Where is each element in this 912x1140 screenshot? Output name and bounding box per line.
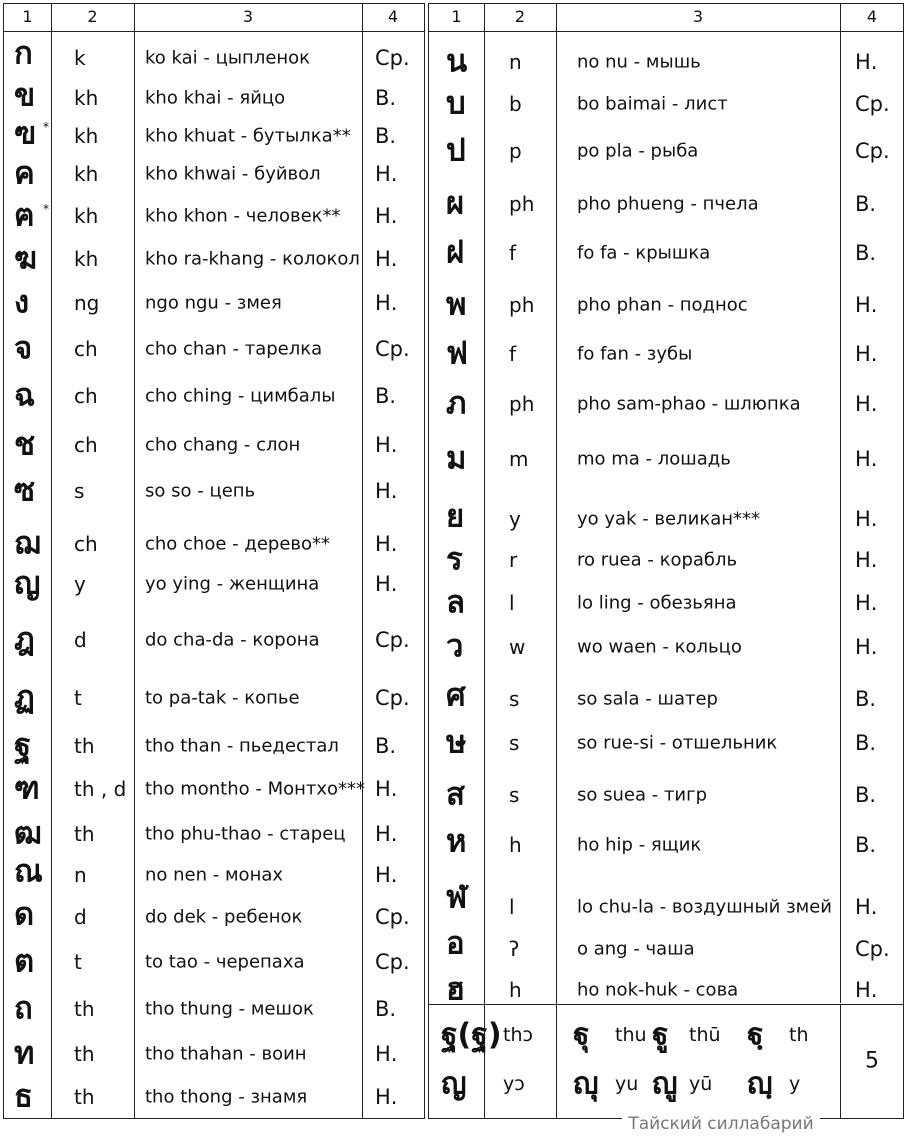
footer-divider [429, 1004, 903, 1005]
letter-name: fo fa - крышка [577, 242, 711, 264]
transliteration: s [74, 479, 85, 503]
transliteration: s [509, 731, 520, 755]
letter-class: В. [375, 124, 397, 148]
transliteration: ph [509, 392, 535, 416]
thai-letter: ฟ [446, 335, 468, 372]
letter-name: yo yak - великан*** [577, 508, 760, 530]
header-col-4: 4 [866, 7, 878, 26]
transliteration: b [509, 92, 522, 116]
letter-name: ho hip - ящик [577, 834, 702, 856]
letter-name: tho phu-thao - старец [145, 823, 346, 845]
footer-romanization: thɔ [503, 1024, 533, 1046]
thai-letter: ย [446, 498, 465, 535]
letter-class: Ср. [855, 92, 890, 116]
caption: Тайский силлабарий [622, 1112, 820, 1136]
letter-class: Н. [375, 1042, 398, 1066]
thai-letter: ร [446, 541, 463, 578]
transliteration: p [509, 139, 522, 163]
letter-class: В. [855, 833, 877, 857]
letter-name: lo chu-la - воздушный змей [577, 896, 832, 918]
letter-name: cho choe - дерево** [145, 533, 331, 555]
letter-class: Н. [375, 247, 398, 271]
thai-letter: ฉ [14, 377, 36, 414]
letter-name: no nu - мышь [577, 51, 701, 73]
letter-class: В. [855, 687, 877, 711]
letter-class: В. [375, 384, 397, 408]
thai-letter: ศ [446, 677, 466, 714]
header-col-1: 1 [22, 7, 33, 26]
transliteration: th [74, 1042, 95, 1066]
letter-name: so so - цепь [145, 480, 256, 502]
transliteration: m [509, 447, 529, 471]
footer-thai-glyph: ญุ [573, 1066, 599, 1102]
thai-letter: ฑ [14, 770, 40, 807]
footnote-asterisk: * [43, 202, 49, 216]
letter-name: kho khwai - буйвол [145, 163, 321, 185]
letter-name: kho khon - человек** [145, 205, 341, 227]
letter-name: bo baimai - лист [577, 93, 728, 115]
transliteration: l [509, 591, 515, 615]
transliteration: h [509, 833, 522, 857]
letter-class: Н. [375, 863, 398, 887]
footer-romanization: thu [615, 1024, 647, 1046]
footer-thai-glyph: ฐู [652, 1017, 669, 1053]
letter-class: Н. [855, 895, 878, 919]
letter-name: po pla - рыба [577, 140, 699, 162]
thai-letter: ญ [14, 565, 41, 602]
letter-class: Н. [855, 978, 878, 1002]
letter-class: Н. [375, 777, 398, 801]
transliteration: kh [74, 124, 99, 148]
letter-name: cho chang - слон [145, 434, 301, 456]
letter-name: wo waen - кольцо [577, 636, 742, 658]
transliteration: f [509, 241, 517, 265]
letter-name: tho thung - мешок [145, 998, 314, 1020]
thai-letter: บ [446, 85, 466, 122]
transliteration: n [74, 863, 87, 887]
footer-thai-glyph: ญ [441, 1066, 467, 1102]
letter-name: ro ruea - корабль [577, 549, 738, 571]
thai-letter: ษ [446, 724, 467, 761]
letter-class: В. [855, 241, 877, 265]
letter-class: Н. [375, 822, 398, 846]
letter-name: do dek - ребенок [145, 906, 303, 928]
transliteration: th [74, 734, 95, 758]
letter-name: o ang - чаша [577, 938, 695, 960]
transliteration: t [74, 950, 82, 974]
letter-class: Н. [375, 291, 398, 315]
letter-class: В. [855, 731, 877, 755]
letter-name: to tao - черепаха [145, 951, 305, 973]
thai-letter: ถ [14, 990, 33, 1027]
letter-name: tho thahan - воин [145, 1043, 307, 1065]
letter-class: В. [375, 997, 397, 1021]
letter-name: cho chan - тарелка [145, 338, 323, 360]
thai-letter: ซ [14, 472, 36, 509]
letter-class: Н. [375, 572, 398, 596]
letter-class: Н. [855, 50, 878, 74]
transliteration: ch [74, 337, 98, 361]
thai-letter: ห [446, 823, 467, 860]
column-divider [556, 4, 557, 1118]
footnote-asterisk: * [43, 120, 49, 134]
transliteration: f [509, 342, 517, 366]
transliteration: t [74, 686, 82, 710]
letter-class: Н. [855, 447, 878, 471]
thai-letter: ง [14, 284, 30, 321]
footer-thai-glyph: ญู [652, 1066, 678, 1102]
letter-name: so suea - тигр [577, 784, 708, 806]
thai-letter: จ [14, 330, 33, 367]
letter-name: ho nok-huk - сова [577, 979, 739, 1001]
letter-class: Н. [855, 591, 878, 615]
letter-name: pho phan - поднос [577, 294, 748, 316]
letter-class: В. [855, 783, 877, 807]
transliteration: k [74, 46, 86, 70]
letter-class: Н. [855, 548, 878, 572]
column-divider [840, 4, 841, 1003]
transliteration: s [509, 687, 520, 711]
thai-letter: ฝ [446, 234, 465, 271]
transliteration: l [509, 895, 515, 919]
letter-name: do cha-da - корона [145, 629, 320, 651]
thai-letter: น [446, 43, 468, 80]
letter-name: to pa-tak - копье [145, 687, 300, 709]
header-col-1: 1 [451, 7, 462, 26]
header-col-3: 3 [242, 7, 254, 26]
letter-class: Н. [375, 532, 398, 556]
left-table [3, 3, 425, 1119]
letter-name: tho montho - Монтхо*** [145, 778, 366, 800]
column-divider [362, 4, 363, 1118]
letter-name: pho sam-phao - шлюпка [577, 393, 801, 415]
letter-class: Ср. [375, 905, 410, 929]
letter-class: Н. [375, 204, 398, 228]
transliteration: ph [509, 192, 535, 216]
letter-class: Ср. [855, 937, 890, 961]
thai-letter: ผ [446, 185, 465, 222]
transliteration: h [509, 978, 522, 1002]
thai-letter: ฅ [14, 197, 35, 234]
column-divider [51, 4, 52, 1118]
letter-name: tho thong - знамя [145, 1086, 308, 1108]
footer-romanization: yɔ [503, 1073, 525, 1095]
thai-letter: ฬ [446, 879, 468, 916]
footer-romanization: yu [615, 1073, 639, 1095]
transliteration: ʔ [509, 937, 520, 961]
transliteration: n [509, 50, 522, 74]
letter-class: Ср. [375, 628, 410, 652]
thai-letter: ล [446, 584, 465, 621]
thai-letter: ฆ [14, 240, 38, 277]
thai-letter: ค [14, 155, 35, 192]
letter-name: mo ma - лошадь [577, 448, 731, 470]
letter-name: so rue-si - отшельник [577, 732, 778, 754]
letter-name: tho than - пьедестал [145, 735, 339, 757]
letter-name: cho ching - цимбалы [145, 385, 336, 407]
thai-letter: ต [14, 943, 35, 980]
letter-class: Н. [855, 293, 878, 317]
thai-letter: ภ [446, 385, 467, 422]
transliteration: th [74, 997, 95, 1021]
transliteration: th [74, 822, 95, 846]
letter-class: Н. [375, 1085, 398, 1109]
transliteration: ch [74, 384, 98, 408]
thai-letter: ฒ [14, 815, 43, 852]
thai-letter: ฮ [446, 971, 465, 1008]
transliteration: d [74, 628, 87, 652]
thai-letter: ธ [14, 1078, 33, 1115]
thai-letter: ม [446, 440, 467, 477]
thai-letter: อ [446, 925, 465, 962]
thai-letter: ณ [14, 853, 43, 890]
letter-class: Н. [375, 162, 398, 186]
thai-letter: ฃ [14, 115, 36, 152]
letter-name: so sala - шатер [577, 688, 718, 710]
thai-letter: ฏ [14, 679, 35, 716]
letter-class: Н. [855, 635, 878, 659]
transliteration: y [74, 572, 86, 596]
letter-name: pho phueng - пчела [577, 193, 759, 215]
thai-letter: ฌ [14, 525, 41, 562]
transliteration: ph [509, 293, 535, 317]
header-col-2: 2 [87, 7, 98, 26]
thai-letter: ว [446, 628, 464, 665]
thai-letter: ข [14, 77, 36, 114]
column-divider [134, 4, 135, 1118]
transliteration: ng [74, 291, 100, 315]
letter-class: Н. [375, 479, 398, 503]
transliteration: d [74, 905, 87, 929]
thai-letter: ฐ [14, 727, 32, 764]
letter-name: kho ra-khang - колокол [145, 248, 360, 270]
letter-class: Ср. [375, 46, 410, 70]
transliteration: s [509, 783, 520, 807]
thai-letter: ท [14, 1035, 35, 1072]
footer-romanization: y [789, 1073, 801, 1095]
letter-class: Ср. [375, 337, 410, 361]
thai-letter: พ [446, 286, 467, 323]
transliteration: th [74, 1085, 95, 1109]
letter-class: В. [375, 734, 397, 758]
thai-letter: ด [14, 896, 35, 933]
footer-thai-glyph: ญฺ [747, 1066, 773, 1102]
transliteration: ch [74, 433, 98, 457]
letter-name: fo fan - зубы [577, 343, 693, 365]
letter-class: Ср. [855, 139, 890, 163]
letter-name: kho khuat - бутылка** [145, 125, 351, 147]
footer-romanization: th [789, 1024, 809, 1046]
letter-class: Н. [375, 433, 398, 457]
footer-thai-glyph: ฐุ [573, 1017, 590, 1053]
letter-class: Н. [855, 507, 878, 531]
footer-thai-glyph: ฐ(ฐ) [441, 1017, 502, 1053]
transliteration: kh [74, 162, 99, 186]
header-divider [429, 31, 903, 32]
letter-class: Ср. [375, 686, 410, 710]
thai-letter: ป [446, 132, 466, 169]
footer-romanization: yū [689, 1073, 713, 1095]
transliteration: kh [74, 247, 99, 271]
thai-letter: ช [14, 426, 36, 463]
letter-name: kho khai - яйцо [145, 87, 286, 109]
footer-thai-glyph: ฐฺ [747, 1017, 764, 1053]
letter-class: В. [855, 192, 877, 216]
letter-class: Н. [855, 392, 878, 416]
letter-name: ko kai - цыпленок [145, 47, 311, 69]
footer-number: 5 [865, 1048, 879, 1074]
thai-letter: ฎ [14, 621, 35, 658]
transliteration: r [509, 548, 518, 572]
letter-class: Н. [855, 342, 878, 366]
column-divider [484, 4, 485, 1118]
transliteration: ch [74, 532, 98, 556]
footer-romanization: thū [689, 1024, 721, 1046]
thai-letter: ก [14, 35, 33, 72]
letter-name: lo ling - обезьяна [577, 592, 737, 614]
header-col-2: 2 [514, 7, 526, 26]
transliteration: kh [74, 204, 99, 228]
transliteration: w [509, 635, 526, 659]
transliteration: kh [74, 86, 99, 110]
letter-name: no nen - монах [145, 864, 284, 886]
header-divider [4, 31, 424, 32]
right-table [428, 3, 904, 1119]
letter-name: yo ying - женщина [145, 573, 320, 595]
thai-letter: ส [446, 776, 465, 813]
letter-class: В. [375, 86, 397, 110]
header-col-3: 3 [692, 7, 704, 26]
transliteration: th , d [74, 777, 127, 801]
letter-name: ngo ngu - змея [145, 292, 282, 314]
transliteration: y [509, 507, 521, 531]
letter-class: Ср. [375, 950, 410, 974]
header-col-4: 4 [387, 7, 399, 26]
